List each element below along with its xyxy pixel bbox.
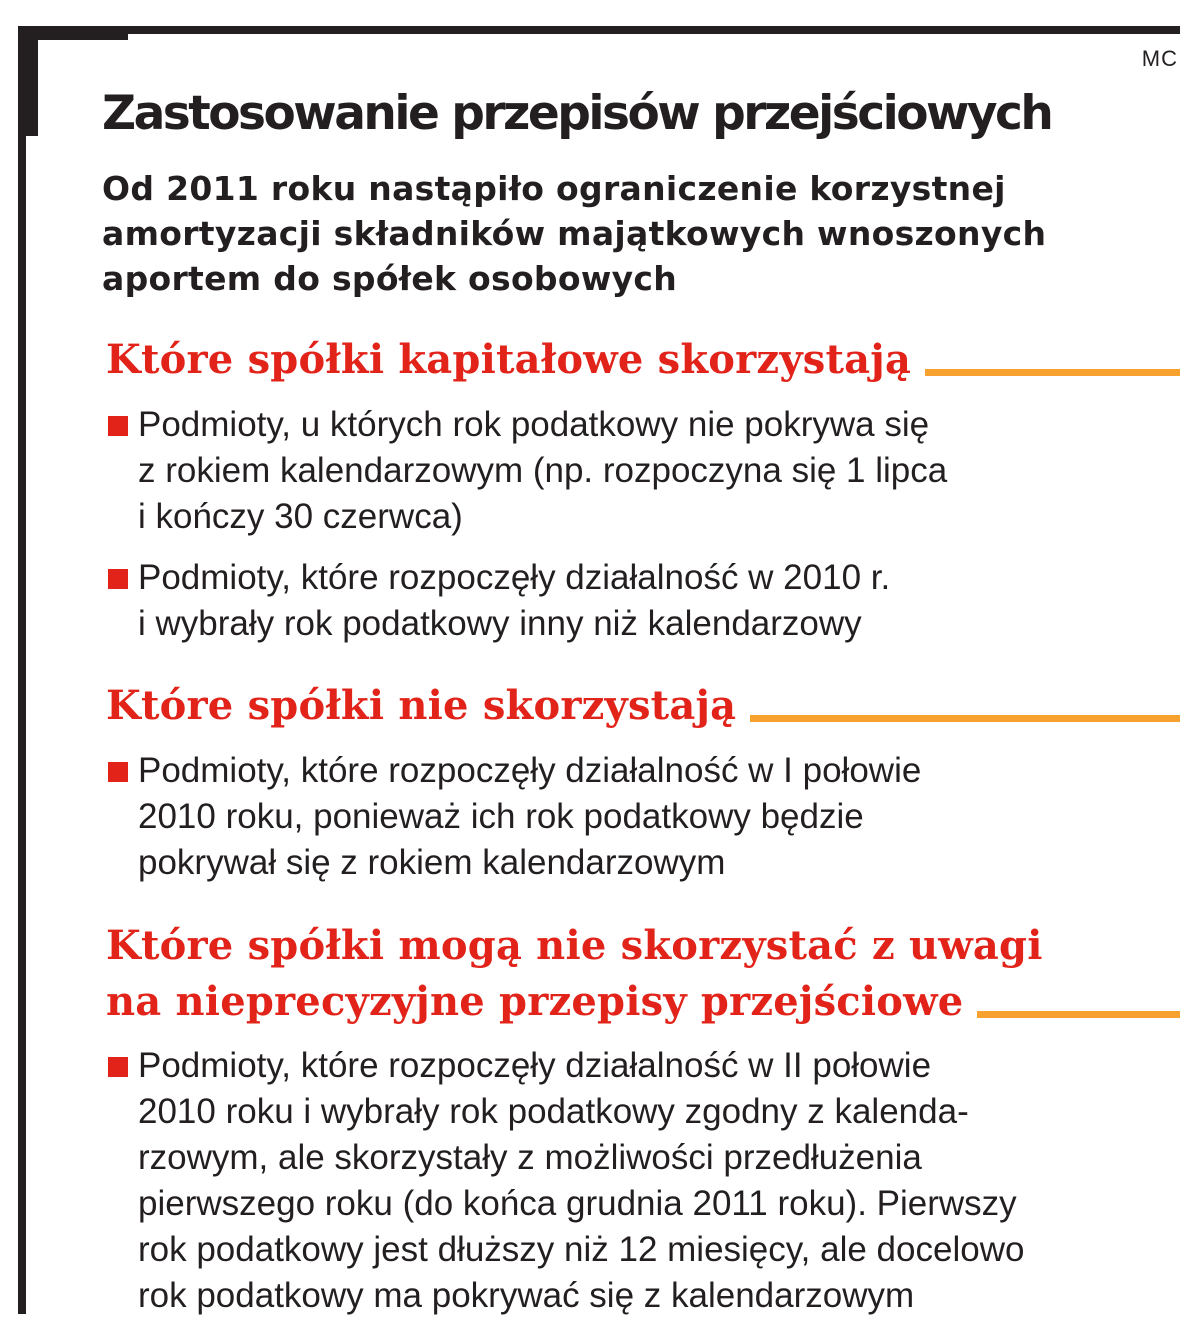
section-heading-text: Które spółki mogą nie skorzystać z uwagi	[106, 922, 1043, 969]
list-item	[108, 1043, 1178, 1319]
list-item-line: 2010 roku i wybrały rok podatkowy zgodny z kalenda-	[138, 1092, 969, 1131]
frame-top-rule	[18, 26, 1180, 34]
list-item-line: rok podatkowy jest dłuższy niż 12 miesięcy, ale docelowo	[138, 1230, 1025, 1269]
lead-paragraph	[102, 166, 1172, 301]
page-title: Zastosowanie przepisów przejściowych	[102, 86, 1052, 141]
section-heading-rule	[977, 1011, 1180, 1018]
list-item-line: rok podatkowy ma pokrywać się z kalendarzowym	[138, 1276, 915, 1315]
section-heading-uncertain	[106, 918, 1180, 1030]
author-credit: MC	[1141, 46, 1178, 71]
section-heading-text: Które spółki nie skorzystają	[106, 682, 737, 729]
list-item-line: z rokiem kalendarzowym (np. rozpoczyna się 1 lipca	[138, 451, 948, 490]
list-item-line: pokrywał się z rokiem kalendarzowym	[138, 843, 726, 882]
section-heading-text: na nieprecyzyjne przepisy przejściowe	[106, 978, 964, 1025]
list-item-line: Podmioty, które rozpoczęły działalność w I połowie	[138, 751, 922, 790]
list-item	[108, 402, 1178, 540]
section-heading-no-benefit	[106, 678, 1180, 734]
section-heading-benefit	[106, 332, 1180, 388]
lead-line: Od 2011 roku nastąpiło ograniczenie korzystnej	[102, 169, 1006, 208]
frame-left-rule	[18, 26, 26, 1314]
bullet-square-icon	[108, 1057, 128, 1077]
list-item-line: i kończy 30 czerwca)	[138, 497, 463, 536]
section-heading-text: Które spółki kapitałowe skorzystają	[106, 336, 912, 383]
list-item-line: 2010 roku, ponieważ ich rok podatkowy będzie	[138, 797, 864, 836]
bullet-square-icon	[108, 762, 128, 782]
list-item-line: Podmioty, które rozpoczęły działalność w II połowie	[138, 1046, 932, 1085]
section-heading-rule	[750, 715, 1180, 722]
bullet-square-icon	[108, 416, 128, 436]
list-item	[108, 555, 1178, 647]
bullet-square-icon	[108, 569, 128, 589]
list-item	[108, 748, 1178, 886]
list-item-line: Podmioty, które rozpoczęły działalność w 2010 r.	[138, 558, 891, 597]
section-heading-rule	[925, 369, 1180, 376]
list-item-line: rzowym, ale skorzystały z możliwości przedłużenia	[138, 1138, 922, 1177]
lead-line: aportem do spółek osobowych	[102, 259, 678, 298]
list-item-line: Podmioty, u których rok podatkowy nie pokrywa się	[138, 405, 930, 444]
lead-line: amortyzacji składników majątkowych wnoszonych	[102, 214, 1047, 253]
list-item-line: pierwszego roku (do końca grudnia 2011 roku). Pierwszy	[138, 1184, 1017, 1223]
frame-left-accent	[18, 26, 38, 136]
list-item-line: i wybrały rok podatkowy inny niż kalendarzowy	[138, 604, 862, 643]
